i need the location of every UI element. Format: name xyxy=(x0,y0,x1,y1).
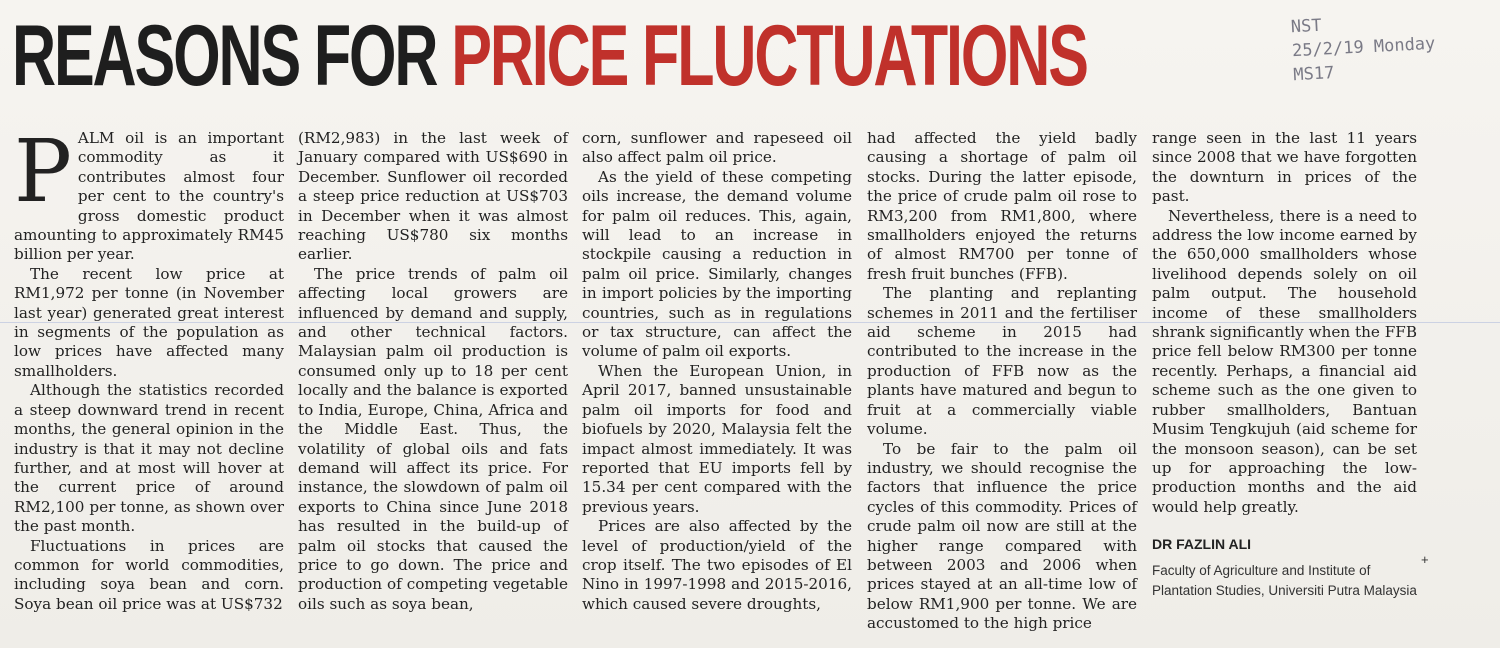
author-byline: DR FAZLIN ALI xyxy=(1152,536,1252,553)
article-column-3 xyxy=(582,129,852,614)
paragraph: Prices are also affected by the level of production/yield of the crop itself. The two episodes of El Nino in 1997-1998 and 2015-2016, which caused severe droughts, xyxy=(582,517,852,613)
handwritten-date: 25/2/19 Monday xyxy=(1291,33,1436,62)
paragraph: As the yield of these competing oils increase, the demand volume for palm oil reduces. This, again, will lead to an increase in stockpile causing a reduction in palm oil price. Similarly, changes in import policies by the importing countries, such as in regulations or tax structure, can affect the volume of palm oil exports. xyxy=(582,167,852,361)
article-column-4 xyxy=(867,129,1137,634)
article-column-1 xyxy=(14,122,284,614)
paragraph: The price trends of palm oil affecting local growers are influenced by demand and supply, and other technical factors. Malaysian palm oil production is consumed only up to 18 per cent locally and the balance is exported to India, Europe, China, Africa and the Middle East. Thus, the volatility of global oils and fats demand will affect its price. For instance, the slowdown of palm oil exports to China since June 2018 has resulted in the build-up of palm oil stocks that caused the price to go down. The price and production of competing vegetable oils such as soya bean, xyxy=(298,264,568,613)
headline-part-dark: REASONS FOR xyxy=(12,8,437,104)
drop-cap: P xyxy=(14,122,72,222)
article-column-5 xyxy=(1152,129,1417,601)
article-column-2 xyxy=(298,129,568,614)
handwritten-note xyxy=(1290,5,1493,87)
paragraph: Nevertheless, there is a need to address the low income earned by the 650,000 smallholders whose livelihood depends solely on oil palm output. The household income of these smallholders shrank significantly when the FFB price fell below RM300 per tonne recently. Perhaps, a financial aid scheme such as the one given to rubber smallholders, Bantuan Musim Tengkujuh (aid scheme for the monsoon season), can be set up for approaching the low-production months and the aid would help greatly. xyxy=(1152,206,1417,516)
paragraph: To be fair to the palm oil industry, we should recognise the factors that influence the price cycles of this commodity. Prices of crude palm oil now are still at the higher range compared with between 2003 and 2006 when prices stayed at an all-time low of below RM1,900 per tonne. We are accustomed to the high price xyxy=(867,439,1137,633)
paragraph: When the European Union, in April 2017, banned unsustainable palm oil imports for food and biofuels by 2020, Malaysia felt the impact almost immediately. It was reported that EU imports fell by 15.34 per cent compared with the previous years. xyxy=(582,361,852,516)
paragraph: The planting and replanting schemes in 2011 and the fertiliser aid scheme in 2015 had contributed to the increase in the production of FFB now as the plants have matured and begun to fruit at a commercially viable volume. xyxy=(867,284,1137,439)
paragraph: PALM oil is an important commodity as it contributes almost four per cent to the country's gross domestic product amounting to approximately RM45 billion per year. xyxy=(14,122,284,264)
paragraph: range seen in the last 11 years since 2008 that we have forgotten the downturn in prices of the past. xyxy=(1152,129,1417,206)
author-affiliation: Faculty of Agriculture and Institute of Plantation Studies, Universiti Putra Malaysia xyxy=(1152,562,1417,598)
paragraph: Fluctuations in prices are common for world commodities, including soya bean and corn. Soya bean oil price was at US$732 xyxy=(14,536,284,613)
paragraph: corn, sunflower and rapeseed oil also affect palm oil price. xyxy=(582,129,852,167)
handwritten-source: NST xyxy=(1290,15,1323,38)
headline-part-red: PRICE FLUCTUATIONS xyxy=(451,8,1087,104)
paragraph: had affected the yield badly causing a shortage of palm oil stocks. During the latter episode, the price of crude palm oil rose to RM3,200 from RM1,800, where smallholders enjoyed the returns of almost RM700 per tonne of fresh fruit bunches (FFB). xyxy=(867,129,1137,283)
plus-mark: + xyxy=(1421,552,1429,567)
handwritten-page: MS17 xyxy=(1292,63,1335,86)
paragraph: (RM2,983) in the last week of January compared with US$690 in December. Sunflower oil recorded a steep price reduction at US$703 in December when it was almost reaching US$780 six months earlier. xyxy=(298,129,568,264)
paragraph: The recent low price at RM1,972 per tonne (in November last year) generated great interest in segments of the population as low prices have affected many smallholders. xyxy=(14,264,284,380)
headline xyxy=(12,6,1087,106)
paragraph: Although the statistics recorded a steep downward trend in recent months, the general opinion in the industry is that it may not decline further, and at most will hover at the current price of around RM2,100 per tonne, as shown over the past month. xyxy=(14,381,284,536)
